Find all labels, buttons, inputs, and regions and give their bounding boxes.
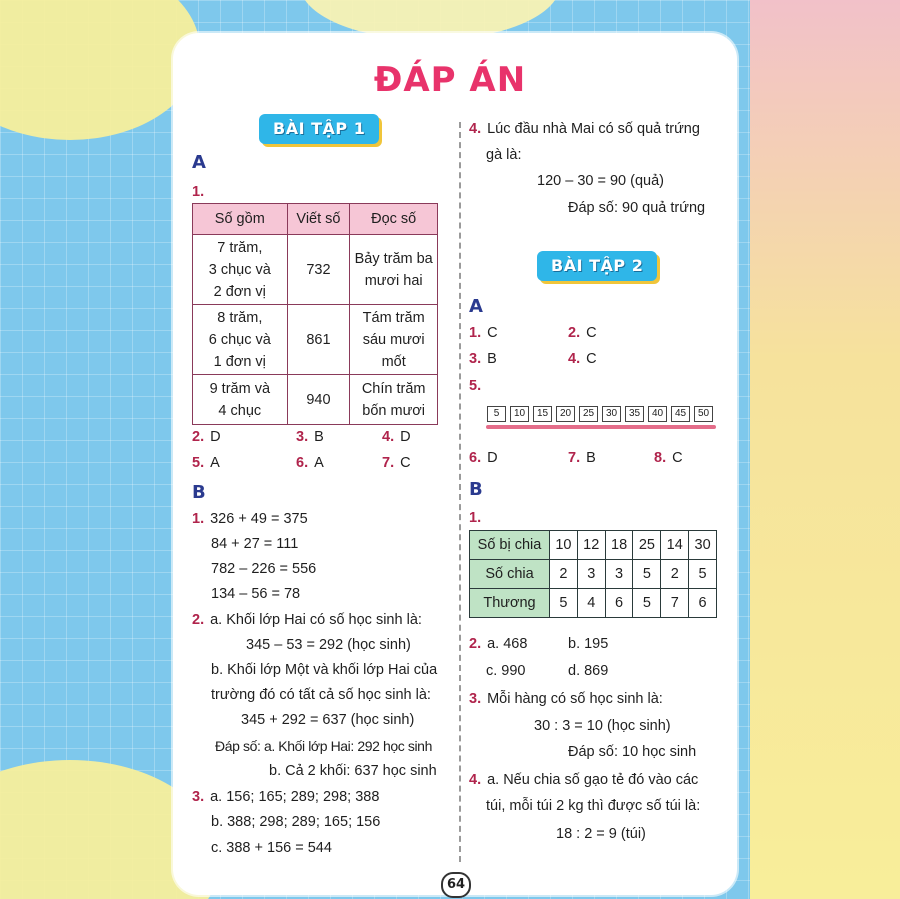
- section-badge-bai-tap-1: BÀI TẬP 1: [259, 114, 379, 144]
- answer-line: 134 – 56 = 78: [211, 586, 301, 602]
- train-wagon: 20: [556, 406, 575, 422]
- train-wagon: 50: [694, 406, 713, 422]
- table-header: Đọc số: [350, 204, 438, 235]
- answer-item: 3. B: [469, 351, 497, 367]
- answer-line: 120 – 30 = 90 (quả): [537, 173, 664, 189]
- train-wagon: 40: [648, 406, 667, 422]
- answer-item: 6. D: [469, 450, 498, 466]
- section-a-heading: A: [192, 152, 206, 173]
- table-cell: 4: [577, 589, 605, 618]
- table-row: [193, 305, 438, 375]
- table-cell: 9 trăm và 4 chục: [193, 375, 288, 425]
- table-cell: 5: [633, 589, 661, 618]
- answer-line: túi, mỗi túi 2 kg thì được số túi là:: [486, 798, 701, 814]
- answer-line: 782 – 226 = 556: [211, 561, 317, 577]
- answer-item: 7. B: [568, 450, 596, 466]
- table-cell: 2: [661, 560, 689, 589]
- table-row: [470, 589, 717, 618]
- answer-line: 1. 326 + 49 = 375: [192, 511, 308, 527]
- table-cell: Bảy trăm ba mươi hai: [350, 235, 438, 305]
- answer-item: 5. A: [192, 455, 220, 471]
- answer-line: 345 – 53 = 292 (học sinh): [246, 637, 411, 653]
- table-cell: 861: [287, 305, 350, 375]
- section-a-heading: A: [469, 296, 483, 317]
- table-cell: Tám trăm sáu mươi mốt: [350, 305, 438, 375]
- answer-line: 3. Mỗi hàng có số học sinh là:: [469, 691, 663, 707]
- answer-item: 2. a. 468: [469, 636, 528, 652]
- answer-line: Đáp số: 90 quả trứng: [568, 200, 706, 216]
- answer-line: 345 + 292 = 637 (học sinh): [241, 712, 415, 728]
- answer-item: 3. B: [296, 429, 324, 445]
- answer-line: 3. a. 156; 165; 289; 298; 388: [192, 789, 380, 805]
- answer-item: 6. A: [296, 455, 324, 471]
- table-cell: 18: [605, 531, 633, 560]
- table-header: Viết số: [287, 204, 350, 235]
- train-wagon: 15: [533, 406, 552, 422]
- answer-line: 4. Lúc đầu nhà Mai có số quả trứng: [469, 121, 700, 137]
- question-number: 5.: [469, 378, 482, 394]
- answer-item: d. 869: [568, 663, 609, 679]
- train-wagon: 45: [671, 406, 690, 422]
- train-track: [486, 425, 716, 429]
- table-cell: 732: [287, 235, 350, 305]
- table-cell: 12: [577, 531, 605, 560]
- table-cell: 10: [550, 531, 578, 560]
- table-header: Thương: [470, 589, 550, 618]
- table-cell: 6: [605, 589, 633, 618]
- answer-line: b. 388; 298; 289; 165; 156: [211, 814, 381, 830]
- answer-page: [173, 33, 737, 895]
- answer-line: c. 388 + 156 = 544: [211, 840, 332, 856]
- table-cell: 7: [661, 589, 689, 618]
- answer-item: 8. C: [654, 450, 683, 466]
- table-cell: 7 trăm, 3 chục và 2 đơn vị: [193, 235, 288, 305]
- table-cell: 940: [287, 375, 350, 425]
- train-wagon: 30: [602, 406, 621, 422]
- answer-line: 84 + 27 = 111: [211, 536, 299, 552]
- train-wagon: 25: [579, 406, 598, 422]
- table-cell: 6: [689, 589, 717, 618]
- train-wagon: 5: [487, 406, 506, 422]
- answer-item: 2. C: [568, 325, 597, 341]
- table-row: [470, 560, 717, 589]
- table-cell: 2: [550, 560, 578, 589]
- answer-line: 18 : 2 = 9 (túi): [556, 826, 646, 842]
- table-row: [193, 235, 438, 305]
- section-badge-bai-tap-2: BÀI TẬP 2: [537, 251, 657, 281]
- answer-item: c. 990: [486, 663, 526, 679]
- section-b-heading: B: [469, 479, 483, 500]
- page-title: ĐÁP ÁN: [373, 60, 527, 100]
- table-row: [470, 531, 717, 560]
- answer-line: 4. a. Nếu chia số gạo tẻ đó vào các: [469, 772, 699, 788]
- table-cell: Chín trăm bốn mươi: [350, 375, 438, 425]
- answer-line: b. Cả 2 khối: 637 học sinh: [269, 763, 437, 779]
- answer-item: 2. D: [192, 429, 221, 445]
- division-table: [469, 530, 717, 618]
- table-cell: 5: [550, 589, 578, 618]
- answer-item: 4. D: [382, 429, 411, 445]
- section-b-heading: B: [192, 482, 206, 503]
- table-cell: 5: [633, 560, 661, 589]
- place-value-table: [192, 203, 438, 425]
- table-header: Số gồm: [193, 204, 288, 235]
- answer-line: 30 : 3 = 10 (học sinh): [534, 718, 671, 734]
- answer-line: 2. a. Khối lớp Hai có số học sinh là:: [192, 612, 422, 628]
- train-wagon: 10: [510, 406, 529, 422]
- table-row: [193, 375, 438, 425]
- table-cell: 5: [689, 560, 717, 589]
- answer-line: Đáp số: 10 học sinh: [568, 744, 697, 760]
- question-number: 1.: [469, 510, 482, 526]
- question-number: 1.: [192, 184, 205, 200]
- answer-line: Đáp số: a. Khối lớp Hai: 292 học sinh: [215, 738, 432, 754]
- table-cell: 3: [577, 560, 605, 589]
- train-wagon: 35: [625, 406, 644, 422]
- answer-item: 7. C: [382, 455, 411, 471]
- page-number: 64: [441, 872, 471, 898]
- table-header-row: [193, 204, 438, 235]
- table-header: Số bị chia: [470, 531, 550, 560]
- answer-item: 1. C: [469, 325, 498, 341]
- answer-item: b. 195: [568, 636, 609, 652]
- table-cell: 25: [633, 531, 661, 560]
- answer-line: gà là:: [486, 147, 522, 163]
- table-cell: 30: [689, 531, 717, 560]
- table-header: Số chia: [470, 560, 550, 589]
- answer-line: b. Khối lớp Một và khối lớp Hai của: [211, 662, 438, 678]
- table-cell: 3: [605, 560, 633, 589]
- table-cell: 8 trăm, 6 chục và 1 đơn vị: [193, 305, 288, 375]
- table-cell: 14: [661, 531, 689, 560]
- answer-line: trường đó có tất cả số học sinh là:: [211, 687, 431, 703]
- column-divider: [459, 122, 461, 862]
- background-strip: [750, 0, 900, 899]
- answer-item: 4. C: [568, 351, 597, 367]
